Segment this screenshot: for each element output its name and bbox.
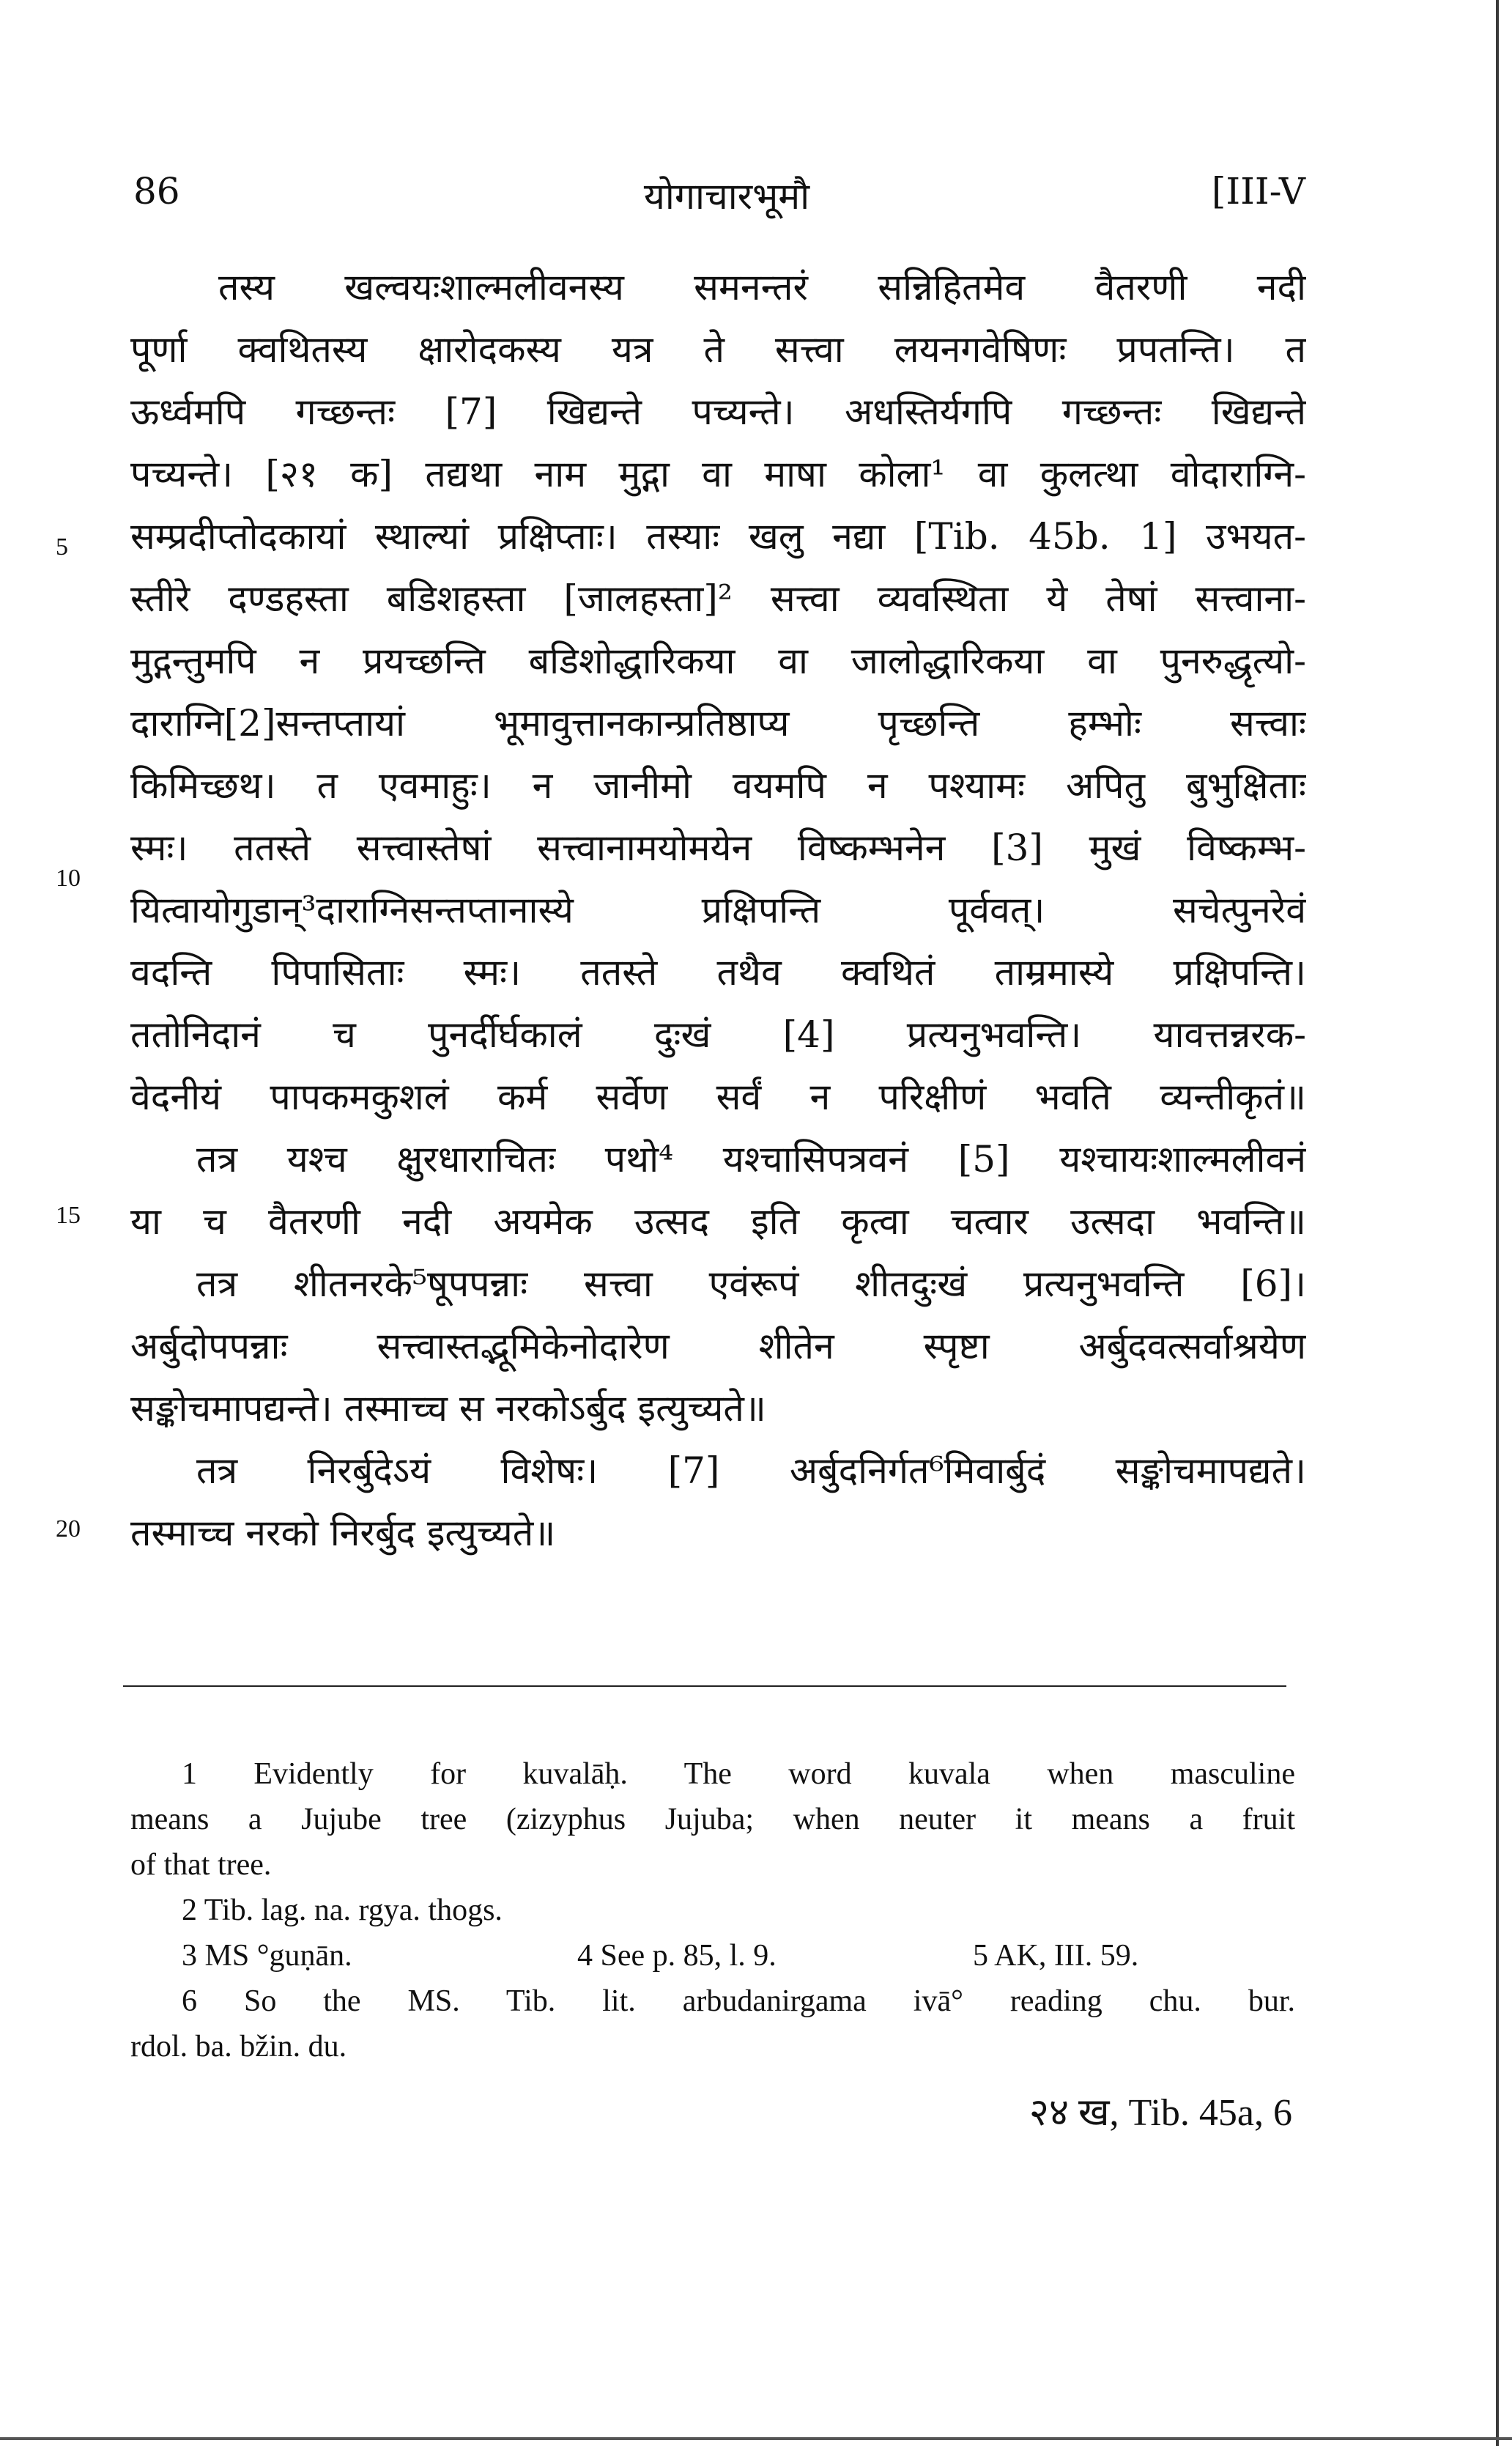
text-line: तत्र निरर्बुदेऽयं विशेषः। [7] अर्बुदनिर्गत⁶मिवार्बुदं सङ्कोचमापद्यते। <box>196 1449 1306 1492</box>
text-line: किमिच्छथ। त एवमाहुः। न जानीमो वयमपि न पश्यामः अपितु बुभुक्षिताः <box>130 764 1306 807</box>
footnote-line: means a Jujube tree (zizyphus Jujuba; when neuter it means a fruit <box>130 1803 1295 1836</box>
text-line: पच्यन्ते। [२१ क] तद्यथा नाम मुद्गा वा माषा कोला¹ वा कुलत्था वोदाराग्नि- <box>130 453 1306 495</box>
page-bottom-edge <box>0 2437 1512 2440</box>
footnote-row-3-5 <box>130 1933 1295 1978</box>
text-line: वेदनीयं पापकमकुशलं कर्म सर्वेण सर्वं न परिक्षीणं भवति व्यन्तीकृतं॥ <box>130 1076 1306 1118</box>
line-number: 15 <box>56 1202 81 1229</box>
footnote-5: 5 AK, III. 59. <box>973 1939 1139 1973</box>
text-line: तस्य खल्वयःशाल्मलीवनस्य समनन्तरं सन्निहितमेव वैतरणी नदी <box>218 266 1306 308</box>
text-line: तस्माच्च नरको निरर्बुद इत्युच्यते॥ <box>130 1512 556 1554</box>
footnote-4: 4 See p. 85, l. 9. <box>577 1939 777 1973</box>
text-line: ऊर्ध्वमपि गच्छन्तः [7] खिद्यन्ते पच्यन्ते। अधस्तिर्यगपि गच्छन्तः खिद्यन्ते <box>130 391 1306 433</box>
footnote-line: of that tree. <box>130 1848 272 1882</box>
text-line: या च वैतरणी नदी अयमेक उत्सद इति कृत्वा चत्वार उत्सदा भवन्ति॥ <box>130 1200 1306 1243</box>
folio-reference: २४ ख, Tib. 45a, 6 <box>1029 2092 1292 2134</box>
footnotes <box>130 1751 1295 2069</box>
text-line: वदन्ति पिपासिताः स्मः। ततस्ते तथैव क्वथितं ताम्रमास्ये प्रक्षिपन्ति। <box>130 951 1306 994</box>
page-number: 86 <box>133 170 180 213</box>
text-line: सम्प्रदीप्तोदकायां स्थाल्यां प्रक्षिप्ताः। तस्याः खलु नद्या [Tib. 45b. 1] उभयत- <box>130 515 1306 558</box>
text-line: पूर्णा क्वथितस्य क्षारोदकस्य यत्र ते सत्त्वा लयनगवेषिणः प्रपतन्ति। त <box>130 328 1306 371</box>
text-line: स्तीरे दण्डहस्ता बडिशहस्ता [जालहस्ता]² सत्त्वा व्यवस्थिता ये तेषां सत्त्वाना- <box>130 577 1306 620</box>
running-title: योगाचारभूमौ <box>643 175 810 218</box>
section-marker: [III-V <box>1211 170 1305 213</box>
footnote-2: 2 Tib. lag. na. rgya. thogs. <box>182 1893 503 1927</box>
running-header <box>133 170 1305 229</box>
line-number: 5 <box>56 533 68 561</box>
footnote-3: 3 MS °guṇān. <box>182 1939 352 1973</box>
text-line: सङ्कोचमापद्यन्ते। तस्माच्च स नरकोऽर्बुद इत्युच्यते॥ <box>130 1387 766 1430</box>
text-line: ततोनिदानं च पुनर्दीर्घकालं दुःखं [4] प्रत्यनुभवन्ति। यावत्तन्नरक- <box>130 1013 1306 1056</box>
text-line: तत्र शीतनरके⁵षूपपन्नाः सत्त्वा एवंरूपं शीतदुःखं प्रत्यनुभवन्ति [6]। <box>196 1263 1306 1305</box>
footnote-line: 1 Evidently for kuvalāḥ. The word kuvala when masculine <box>182 1757 1295 1791</box>
footnote-separator <box>123 1685 1286 1687</box>
text-line: मुद्गन्तुमपि न प्रयच्छन्ति बडिशोद्धारिकया वा जालोद्धारिकया वा पुनरुद्धृत्यो- <box>130 640 1306 682</box>
footnote-line: rdol. ba. bžin. du. <box>130 2030 347 2063</box>
line-number: 10 <box>56 865 81 892</box>
page-edge-rule <box>1496 0 1499 2446</box>
text-line: यित्वायोगुडान्³दाराग्निसन्तप्तानास्ये प्रक्षिपन्ति पूर्ववत्। सचेत्पुनरेवं <box>130 889 1306 931</box>
text-line: अर्बुदोपपन्नाः सत्त्वास्तद्भूमिकेनोदारेण शीतेन स्पृष्टा अर्बुदवत्सर्वाश्रयेण <box>130 1325 1306 1367</box>
main-text <box>130 256 1306 1564</box>
line-number: 20 <box>56 1515 81 1542</box>
text-line: दाराग्नि[2]सन्तप्तायां भूमावुत्तानकान्प्रतिष्ठाप्य पृच्छन्ति हम्भोः सत्त्वाः <box>130 702 1306 744</box>
text-line: तत्र यश्च क्षुरधाराचितः पथो⁴ यश्चासिपत्रवनं [5] यश्चायःशाल्मलीवनं <box>196 1138 1306 1180</box>
text-line: स्मः। ततस्ते सत्त्वास्तेषां सत्त्वानामयोमयेन विष्कम्भनेन [3] मुखं विष्कम्भ- <box>130 827 1306 869</box>
footnote-line: 6 So the MS. Tib. lit. arbudanirgama ivā° reading chu. bur. <box>182 1984 1295 2018</box>
